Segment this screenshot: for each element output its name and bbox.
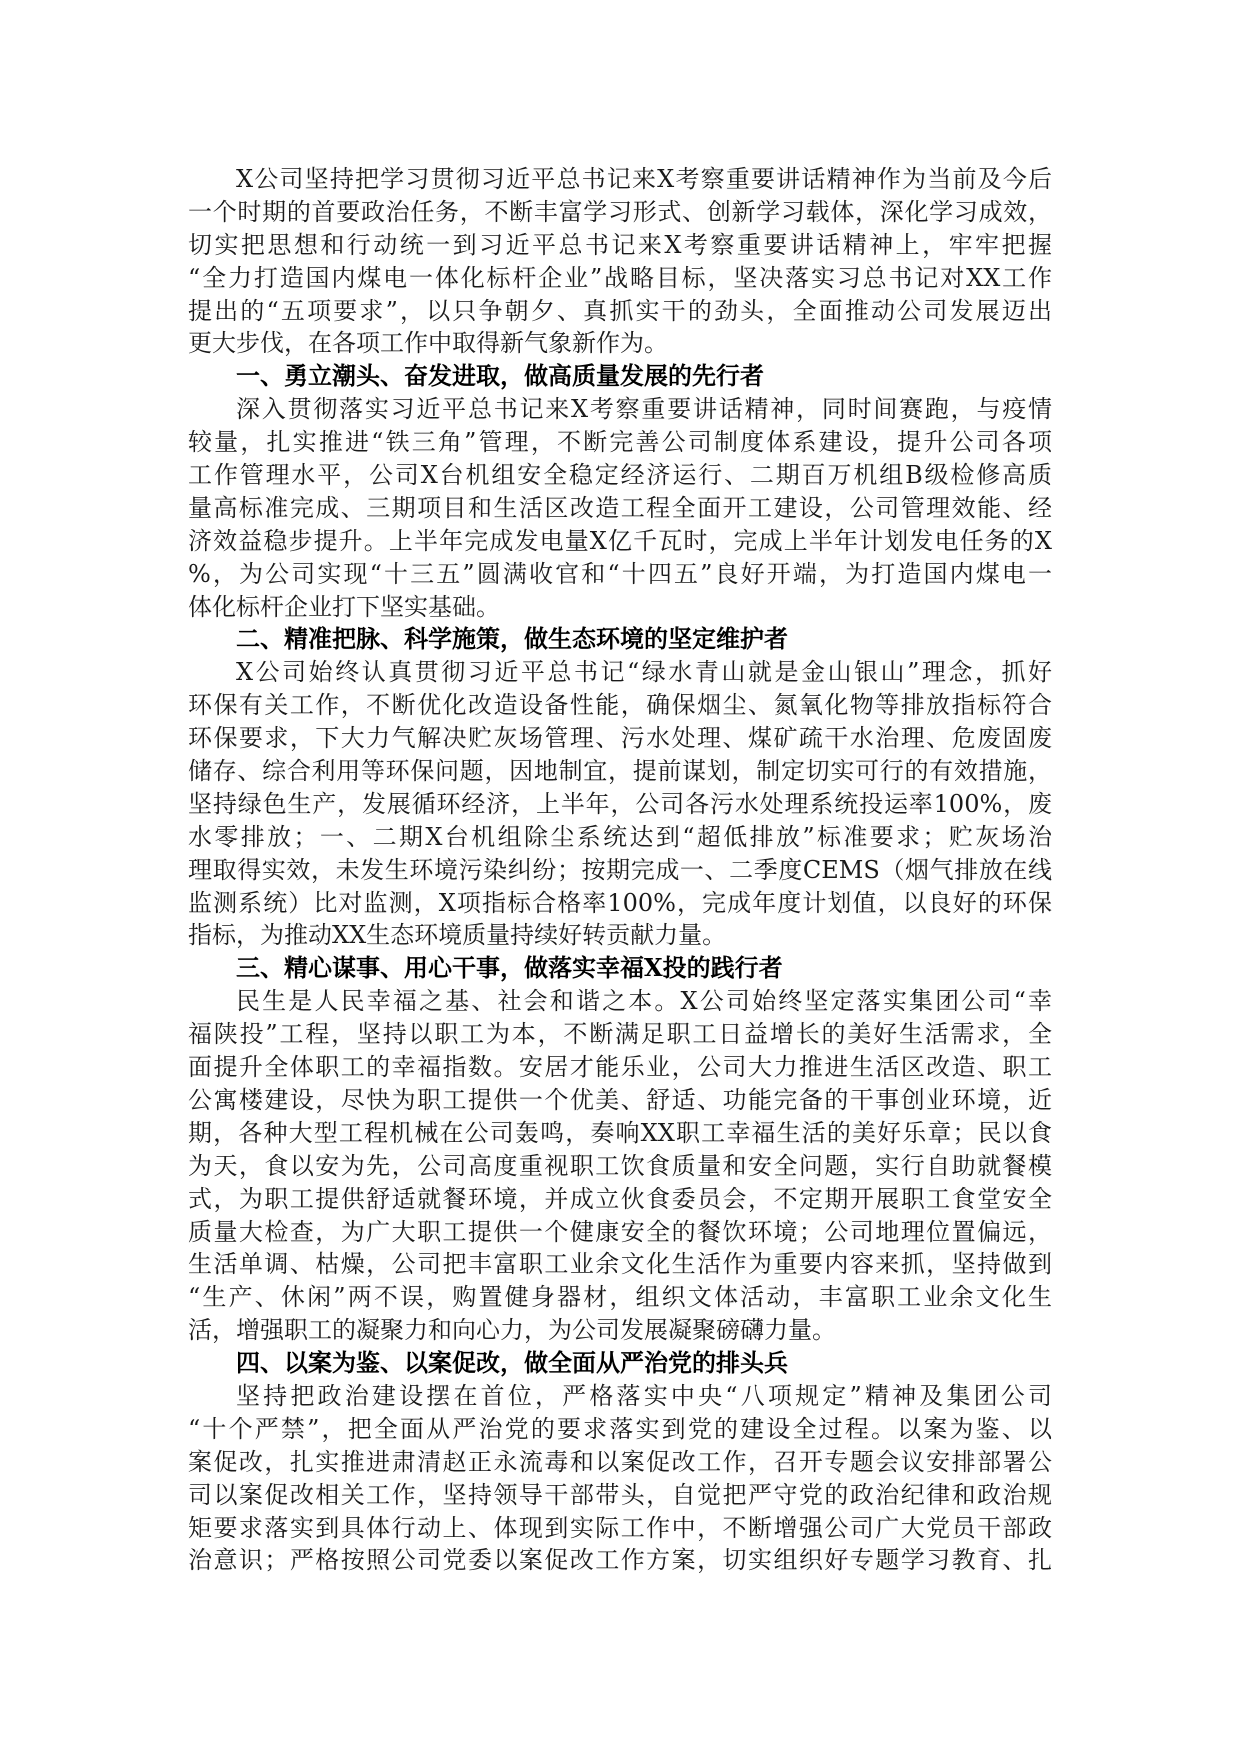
text-line: 案促改，扎实推进肃清赵正永流毒和以案促改工作，召开专题会议安排部署公 [188,1447,1052,1476]
text-line: 矩要求落实到具体行动上、体现到实际工作中，不断增强公司广大党员干部政 [188,1513,1052,1542]
text-line: 质量大检查，为广大职工提供一个健康安全的餐饮环境；公司地理位置偏远， [188,1217,1052,1246]
paragraph [188,163,1052,360]
heading-text: 一、勇立潮头、奋发进取，做高质量发展的先行者 [236,361,764,391]
section-heading [188,952,1052,985]
text-line: “十个严禁”，把全面从严治党的要求落实到党的建设全过程。以案为鉴、以 [188,1414,1052,1443]
text-line: 司以案促改相关工作，坚持领导干部带头，自觉把严守党的政治纪律和政治规 [188,1480,1052,1509]
heading-text: 四、以案为鉴、以案促改，做全面从严治党的排头兵 [236,1348,788,1378]
text-line: X公司坚持把学习贯彻习近平总书记来X考察重要讲话精神作为当前及今后 [236,165,1052,193]
text-line: 式，为职工提供舒适就餐环境，并成立伙食委员会，不定期开展职工食堂安全 [188,1184,1052,1213]
text-line: 指标，为推动XX生态环境质量持续好转贡献力量。 [188,921,727,950]
text-line: “全力打造国内煤电一体化标杆企业”战略目标，坚决落实习总书记对XX工作 [188,263,1052,292]
text-line: 为天，食以安为先，公司高度重视职工饮食质量和安全问题，实行自助就餐模 [188,1151,1052,1180]
text-line: 治意识；严格按照公司党委以案促改工作方案，切实组织好专题学习教育、扎 [188,1546,1052,1575]
text-line: 一个时期的首要政治任务，不断丰富学习形式、创新学习载体，深化学习成效， [188,197,1052,226]
text-line: 工作管理水平，公司X台机组安全稳定经济运行、二期百万机组B级检修高质 [188,461,1052,490]
text-line: 体化标杆企业打下坚实基础。 [188,592,500,621]
paragraph [188,656,1052,952]
text-line: 生活单调、枯燥，公司把丰富职工业余文化生活作为重要内容来抓，坚持做到 [188,1250,1052,1279]
text-line: 储存、综合利用等环保问题，因地制宜，提前谋划，制定切实可行的有效措施， [188,757,1052,786]
section-heading [188,360,1052,393]
text-line: X公司始终认真贯彻习近平总书记“绿水青山就是金山银山”理念，抓好 [236,658,1052,687]
paragraph [188,1380,1052,1577]
text-line: %，为公司实现“十三五”圆满收官和“十四五”良好开端，为打造国内煤电一 [188,559,1052,588]
text-line: 切实把思想和行动统一到习近平总书记来X考察重要讲话精神上，牢牢把握 [188,230,1052,259]
text-line: 深入贯彻落实习近平总书记来X考察重要讲话精神，同时间赛跑，与疫情 [236,395,1052,424]
text-line: 期，各种大型工程机械在公司轰鸣，奏响XX职工幸福生活的美好乐章；民以食 [188,1118,1052,1147]
paragraph [188,393,1052,623]
text-line: 水零排放；一、二期X台机组除尘系统达到“超低排放”标准要求；贮灰场治 [188,822,1052,851]
text-line: 坚持绿色生产，发展循环经济，上半年，公司各污水处理系统投运率100%，废 [188,789,1052,818]
text-line: 较量，扎实推进“铁三角”管理，不断完善公司制度体系建设，提升公司各项 [188,428,1052,457]
heading-text: 二、精准把脉、科学施策，做生态环境的坚定维护者 [236,624,788,654]
section-heading [188,623,1052,656]
text-line: 环保有关工作，不断优化改造设备性能，确保烟尘、氮氧化物等排放指标符合 [188,691,1052,720]
text-line: 量高标准完成、三期项目和生活区改造工程全面开工建设，公司管理效能、经 [188,493,1052,522]
text-line: 民生是人民幸福之基、社会和谐之本。X公司始终坚定落实集团公司“幸 [236,987,1052,1016]
text-line: 活，增强职工的凝聚力和向心力，为公司发展凝聚磅礴力量。 [188,1316,836,1345]
text-line: 坚持把政治建设摆在首位，严格落实中央“八项规定”精神及集团公司 [236,1381,1052,1410]
text-line: 更大步伐，在各项工作中取得新气象新作为。 [188,329,668,358]
section-heading [188,1347,1052,1380]
text-line: 济效益稳步提升。上半年完成发电量X亿千瓦时，完成上半年计划发电任务的X [188,526,1052,555]
text-line: 面提升全体职工的幸福指数。安居才能乐业，公司大力推进生活区改造、职工 [188,1053,1052,1082]
text-line: 公寓楼建设，尽快为职工提供一个优美、舒适、功能完备的干事创业环境，近 [188,1085,1052,1114]
text-line: 福陕投”工程，坚持以职工为本，不断满足职工日益增长的美好生活需求，全 [188,1020,1052,1049]
paragraph [188,985,1052,1347]
text-line: 环保要求，下大力气解决贮灰场管理、污水处理、煤矿疏干水治理、危废固废 [188,724,1052,753]
heading-text: 三、精心谋事、用心干事，做落实幸福X投的践行者 [236,953,783,983]
text-line: 理取得实效，未发生环境污染纠纷；按期完成一、二季度CEMS（烟气排放在线 [188,855,1052,884]
document-body [188,163,1052,1577]
text-line: 提出的“五项要求”，以只争朝夕、真抓实干的劲头，全面推动公司发展迈出 [188,296,1052,325]
text-line: 监测系统）比对监测，X项指标合格率100%，完成年度计划值，以良好的环保 [188,888,1052,917]
text-line: “生产、休闲”两不误，购置健身器材，组织文体活动，丰富职工业余文化生 [188,1283,1052,1312]
